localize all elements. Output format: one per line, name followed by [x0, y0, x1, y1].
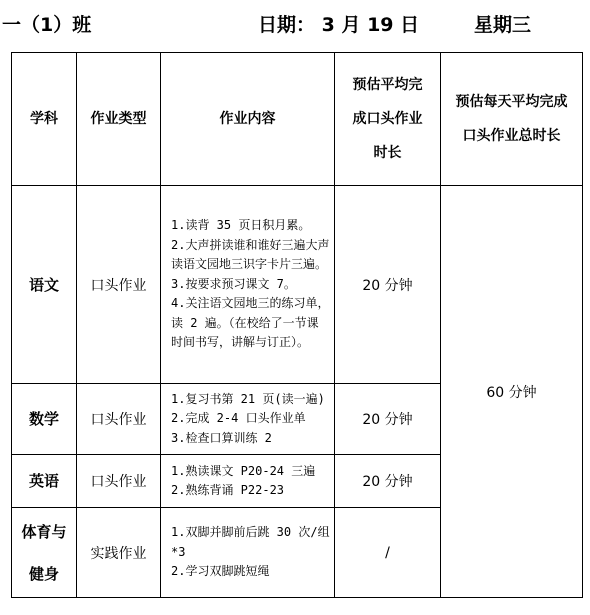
- duration-cell: 20 分钟: [335, 384, 441, 455]
- type-cell: 口头作业: [77, 384, 161, 455]
- subject-cell: 英语: [12, 455, 77, 508]
- duration-cell: /: [335, 508, 441, 598]
- content-item: 1.双脚并脚前后跳 30 次/组*3: [171, 525, 330, 559]
- subject-cell: 数学: [12, 384, 77, 455]
- subject-cell: 体育与 健身: [12, 508, 77, 598]
- content-item: 1.熟读课文 P20-24 三遍: [171, 463, 316, 478]
- content-cell: [161, 508, 335, 598]
- class-name: 一（1）班: [2, 14, 92, 36]
- content-cell: [161, 455, 335, 508]
- col-header-subject: 学科: [12, 53, 77, 186]
- col-header-duration: 预估平均完 成口头作业 时长: [335, 53, 441, 186]
- duration-cell: 20 分钟: [335, 186, 441, 384]
- type-cell: 口头作业: [77, 455, 161, 508]
- col-header-type: 作业类型: [77, 53, 161, 186]
- content-item: 2.大声拼读谁和谁好三遍大声读语文园地三识字卡片三遍。: [171, 237, 330, 272]
- duration-cell: 20 分钟: [335, 455, 441, 508]
- content-item: 1.读背 35 页日积月累。: [171, 218, 311, 233]
- subject-cell: 语文: [12, 186, 77, 384]
- content-item: 1.复习书第 21 页(读一遍): [171, 391, 325, 406]
- col-header-content: 作业内容: [161, 53, 335, 186]
- table-header-row: [12, 53, 583, 186]
- content-item: 3.检查口算训练 2: [171, 430, 272, 445]
- content-cell: [161, 186, 335, 384]
- content-cell: [161, 384, 335, 455]
- homework-table: [11, 52, 583, 598]
- type-cell: 口头作业: [77, 186, 161, 384]
- content-item: 4.关注语文园地三的练习单，读 2 遍。（在校给了一节课时间书写，讲解与订正）。: [171, 296, 330, 350]
- type-cell: 实践作业: [77, 508, 161, 598]
- page-header: [0, 6, 590, 38]
- weekday-label: 星期三: [474, 14, 532, 36]
- date-label: 日期： 3 月 19 日: [258, 14, 420, 36]
- content-item: 2.学习双脚跳短绳: [171, 564, 270, 579]
- col-header-total: 预估每天平均完成 口头作业总时长: [441, 53, 583, 186]
- content-item: 2.完成 2-4 口头作业单: [171, 411, 306, 426]
- total-duration-cell: 60 分钟: [441, 186, 583, 598]
- content-item: 2.熟练背诵 P22-23: [171, 483, 285, 497]
- content-item: 3.按要求预习课文 7。: [171, 276, 296, 291]
- table-row: [12, 186, 583, 384]
